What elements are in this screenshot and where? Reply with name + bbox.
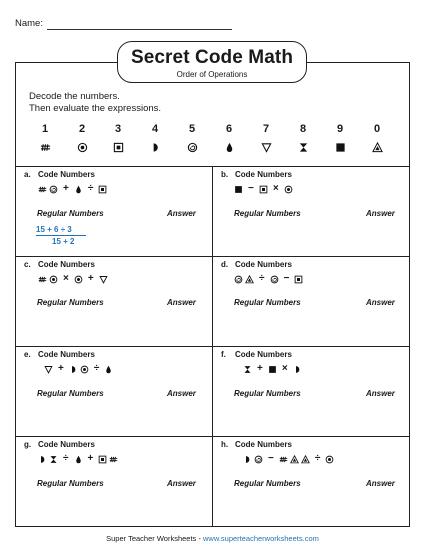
drop-icon [74, 185, 83, 194]
problem-a-expression [38, 183, 107, 195]
key-digit-5: 5 [188, 123, 196, 135]
spiral-icon [254, 455, 263, 464]
operator: + [87, 453, 94, 464]
problem-letter: h. [221, 440, 229, 449]
key-digit-2: 2 [78, 123, 86, 135]
operator: + [63, 183, 69, 194]
spiral-icon [270, 275, 279, 284]
problem-c-expression [38, 273, 108, 285]
answer-label: Answer [167, 479, 196, 488]
half-circle-icon [243, 455, 252, 464]
answer-label: Answer [167, 209, 196, 218]
half-circle-icon [69, 365, 78, 374]
problem-b-expression [234, 183, 293, 195]
spiral-icon [180, 141, 204, 153]
drop-icon [104, 365, 113, 374]
problem-letter: d. [221, 260, 229, 269]
name-field-line[interactable] [47, 29, 232, 30]
operator: + [257, 363, 263, 374]
operator: − [268, 453, 274, 464]
key-digit-7: 7 [262, 123, 270, 135]
triangle-pattern-icon [365, 141, 389, 153]
problem-e-heading [24, 350, 95, 359]
regular-numbers-label: Regular Numbers [37, 209, 104, 218]
code-numbers-label: Code Numbers [235, 440, 292, 449]
problem-letter: a. [24, 170, 31, 179]
operator: ÷ [259, 273, 265, 284]
problem-f-heading [221, 350, 292, 359]
problem-letter: f. [221, 350, 226, 359]
square-dot-icon [259, 185, 268, 194]
key-digit-6: 6 [225, 123, 233, 135]
hourglass-icon [291, 141, 315, 153]
problem-b-heading [221, 170, 292, 179]
code-numbers-label: Code Numbers [38, 350, 95, 359]
problem-g-expression [38, 453, 118, 465]
square-dot-icon [294, 275, 303, 284]
key-digit-1: 1 [41, 123, 49, 135]
square-dot-icon [106, 141, 130, 153]
target-icon [80, 365, 89, 374]
hash-icon [38, 275, 47, 284]
key-digit-9: 9 [336, 123, 344, 135]
square-dot-icon [98, 185, 107, 194]
key-digit-0: 0 [373, 123, 381, 135]
triangle-pattern-icon [301, 455, 310, 464]
hash-icon [38, 185, 47, 194]
spiral-icon [234, 275, 243, 284]
code-numbers-label: Code Numbers [235, 260, 292, 269]
instructions [29, 91, 161, 115]
drop-icon [217, 141, 241, 153]
target-icon [49, 275, 58, 284]
page-title: Secret Code Math [130, 47, 294, 68]
hash-icon [33, 141, 57, 153]
operator: − [283, 273, 290, 284]
code-numbers-label: Code Numbers [38, 170, 95, 179]
problem-g-heading [24, 440, 95, 449]
page-subtitle: Order of Operations [176, 70, 248, 79]
instructions-line-1: Decode the numbers. [29, 91, 120, 102]
regular-numbers-label: Regular Numbers [234, 389, 301, 398]
black-square-icon [328, 141, 352, 153]
spiral-icon [49, 185, 58, 194]
target-icon [74, 275, 83, 284]
hourglass-icon [49, 455, 58, 464]
problem-a-heading [24, 170, 95, 179]
code-numbers-label: Code Numbers [38, 440, 95, 449]
code-numbers-label: Code Numbers [38, 260, 95, 269]
key-digit-8: 8 [299, 123, 307, 135]
operator: ÷ [314, 453, 321, 464]
problem-d-heading [221, 260, 292, 269]
instructions-line-2: Then evaluate the expressions. [29, 103, 162, 114]
half-circle-icon [293, 365, 302, 374]
operator: ÷ [87, 183, 94, 194]
footer-link[interactable]: www.superteacherworksheets.com [202, 534, 319, 543]
problem-h-heading [221, 440, 292, 449]
example-work-line-2: 15 + 2 [52, 237, 75, 246]
regular-numbers-label: Regular Numbers [37, 479, 104, 488]
name-label: Name: [15, 18, 43, 29]
target-icon [70, 141, 94, 153]
half-circle-icon [143, 141, 167, 153]
answer-label: Answer [167, 389, 196, 398]
operator: − [248, 183, 254, 194]
regular-numbers-label: Regular Numbers [234, 209, 301, 218]
regular-numbers-label: Regular Numbers [234, 479, 301, 488]
problem-letter: g. [24, 440, 32, 449]
operator: ÷ [93, 363, 100, 374]
regular-numbers-label: Regular Numbers [234, 298, 301, 307]
work-underline [36, 235, 86, 236]
problem-d-expression [234, 273, 303, 285]
target-icon [325, 455, 334, 464]
problem-e-expression [44, 363, 113, 375]
problem-letter: c. [24, 260, 31, 269]
problem-h-expression [243, 453, 334, 465]
problem-c-heading [24, 260, 95, 269]
down-triangle-icon [99, 275, 108, 284]
square-dot-icon [98, 455, 107, 464]
answer-label: Answer [366, 298, 395, 307]
problem-letter: e. [24, 350, 31, 359]
operator: × [63, 273, 69, 284]
operator: × [272, 183, 279, 194]
key-digit-3: 3 [114, 123, 122, 135]
regular-numbers-label: Regular Numbers [37, 389, 104, 398]
hash-icon [109, 455, 118, 464]
triangle-pattern-icon [290, 455, 299, 464]
answer-label: Answer [366, 389, 395, 398]
operator: × [281, 363, 288, 374]
problem-letter: b. [221, 170, 229, 179]
answer-label: Answer [366, 209, 395, 218]
operator: ÷ [63, 453, 69, 464]
grid-divider-vertical [212, 166, 213, 527]
answer-label: Answer [167, 298, 196, 307]
black-square-icon [234, 185, 243, 194]
black-square-icon [268, 365, 277, 374]
down-triangle-icon [254, 141, 278, 153]
title-box [117, 41, 307, 83]
example-work-line-1: 15 + 6 ÷ 3 [36, 225, 72, 234]
half-circle-icon [38, 455, 47, 464]
down-triangle-icon [44, 365, 53, 374]
code-numbers-label: Code Numbers [235, 170, 292, 179]
operator: + [58, 363, 64, 374]
answer-label: Answer [366, 479, 395, 488]
regular-numbers-label: Regular Numbers [37, 298, 104, 307]
footer-brand: Super Teacher Worksheets - [106, 534, 203, 543]
footer [0, 534, 425, 543]
target-icon [284, 185, 293, 194]
problem-f-expression [243, 363, 302, 375]
hash-icon [279, 455, 288, 464]
triangle-pattern-icon [245, 275, 254, 284]
key-digit-4: 4 [151, 123, 159, 135]
drop-icon [74, 455, 83, 464]
operator: + [87, 273, 94, 284]
hourglass-icon [243, 365, 252, 374]
code-numbers-label: Code Numbers [235, 350, 292, 359]
